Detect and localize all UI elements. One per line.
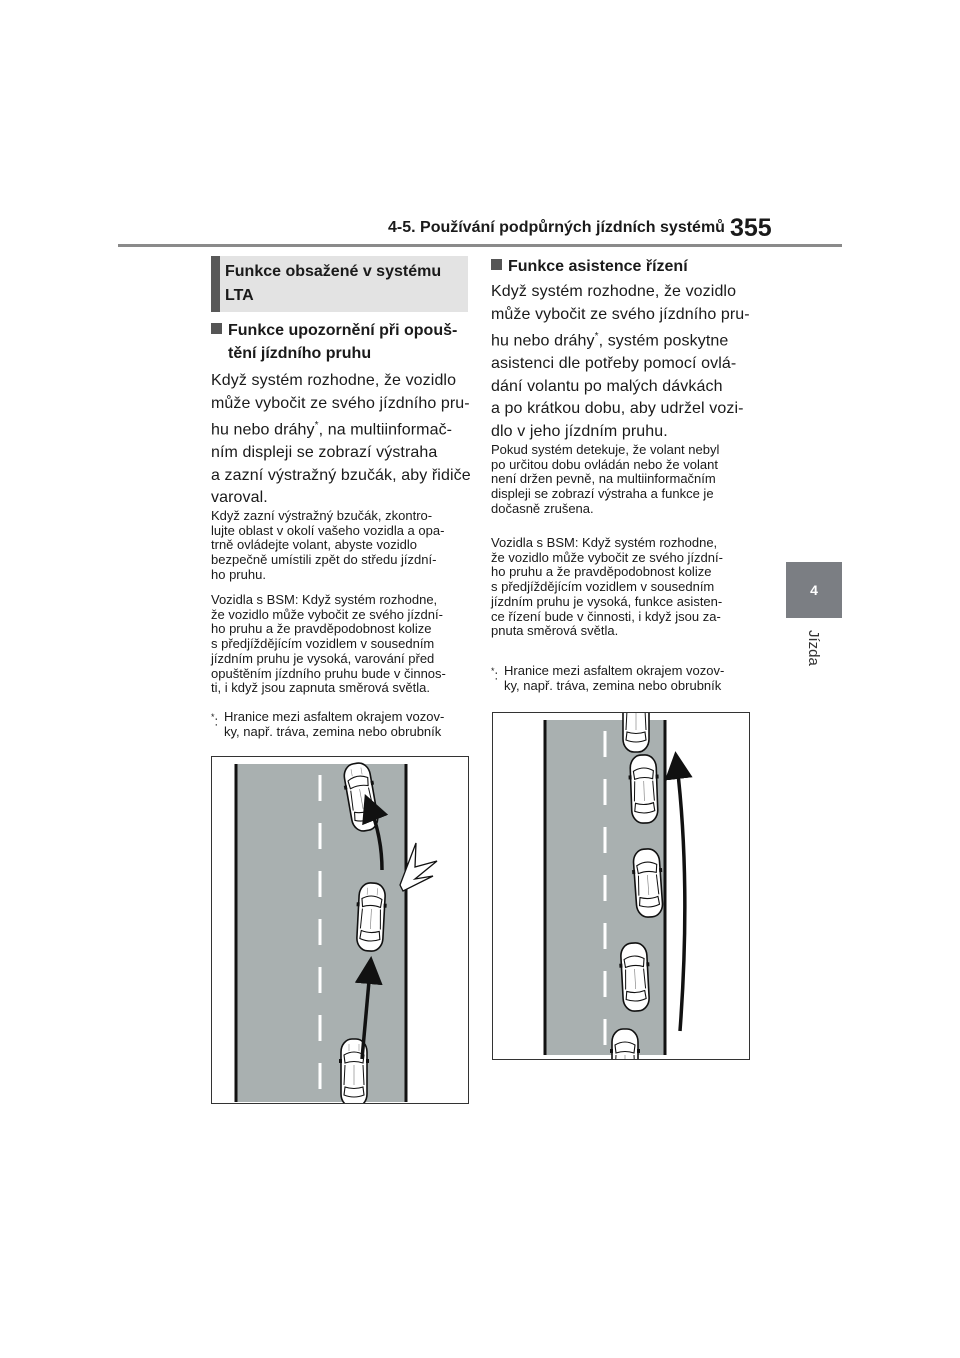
car-icon (618, 942, 652, 1011)
section-title: 4-5. Používání podpůrných jízdních systémů (388, 219, 725, 236)
header-rule (118, 244, 842, 247)
section-box (211, 256, 468, 312)
heading-lane-departure: Funkce upozornění při opouš- tění jízdního pruhu (211, 319, 469, 365)
square-bullet-icon (491, 259, 502, 270)
arrow-icon (677, 765, 685, 1031)
figure-lane-departure-alert (211, 756, 469, 1104)
right-paragraph: Když systém rozhodne, že vozidlo může vybočit ze svého jízdního pru- hu nebo dráhy*, systém poskytne asistenci dle potřeby pomocí ovlá- dání volantu po malých dávkách a po krátkou dobu, aby udržel vozi- dlo v jeho jízdním pruhu. (491, 283, 750, 440)
figure-steering-assist (492, 712, 750, 1060)
page-number: 355 (730, 214, 772, 242)
lane-departure-illustration (212, 757, 468, 1103)
footnote-marker: * (594, 331, 599, 343)
section-box-bar (211, 256, 220, 312)
car-icon (621, 713, 651, 752)
right-info-1: Pokud systém detekuje, že volant nebyl po určitou dobu ovládán nebo že volant není držen pevně, na multiinformačním displeji se zobrazí výstraha a funkce je dočasně zrušena. (491, 442, 720, 516)
square-bullet-icon (211, 323, 222, 334)
right-footnote: *: Hranice mezi asfaltem okrajem vozov- ky, např. tráva, zemina nebo obrubník (491, 663, 725, 693)
chapter-tab (786, 562, 842, 618)
heading-steering-assist: Funkce asistence řízení (491, 255, 751, 278)
left-info-1: Když zazní výstražný bzučák, zkontro- lujte oblast v okolí vašeho vozidla a opa- trně ovládejte volant, abyste vozidlo bezpečně umístili zpět do středu jízdní- ho pruhu. (211, 508, 445, 582)
section-box-title: Funkce obsažené v systému LTA (225, 263, 442, 304)
chapter-number: 4 (810, 582, 818, 598)
left-footnote: *: Hranice mezi asfaltem okrajem vozov- ky, např. tráva, zemina nebo obrubník (211, 709, 445, 739)
car-icon (354, 882, 388, 951)
right-info-2: Vozidla s BSM: Když systém rozhodne, že vozidlo může vybočit ze svého jízdní- ho pruhu a že pravděpodobnost kolize s předjíždějícím vozidlem v sousedním jízdním pruhu je vysoká, funkce asisten- ce řízení bude v činnosti, i když jsou za- pnuta směrová světla. (491, 535, 723, 639)
car-icon (610, 1029, 640, 1059)
left-paragraph: Když systém rozhodne, že vozidlo může vybočit ze svého jízdního pru- hu nebo dráhy*, na multiinformač- ním displeji se zobrazí výstraha a zazní výstražný bzučák, aby řidiče varoval. (211, 372, 471, 507)
car-icon (628, 754, 660, 823)
steering-assist-illustration (493, 713, 749, 1059)
left-info-2: Vozidla s BSM: Když systém rozhodne, že vozidlo může vybočit ze svého jízdní- ho pruhu a že pravděpodobnost kolize s předjíždějícím vozidlem v sousedním jízdním pruhu je vysoká, varování před opuštěním jízdního pruhu bude v činnos- ti, i když jsou zapnuta směrová světla. (211, 592, 446, 696)
chapter-label: Jízda (805, 630, 822, 666)
footnote-marker: * (314, 420, 319, 432)
